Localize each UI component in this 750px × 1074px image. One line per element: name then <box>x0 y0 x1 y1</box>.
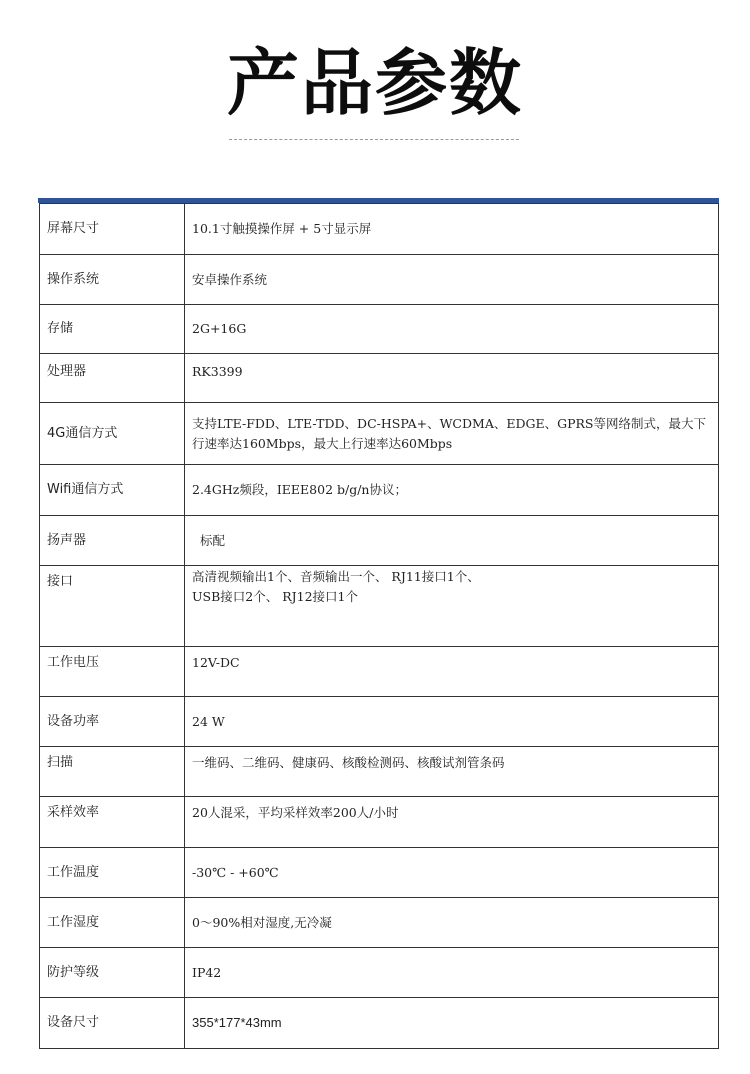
spec-label: 接口 <box>40 566 185 647</box>
table-row <box>40 948 719 998</box>
spec-label: 扫描 <box>40 747 185 797</box>
spec-value: 20人混采，平均采样效率200人/小时 <box>185 797 719 848</box>
spec-value: 355*177*43mm <box>185 998 719 1049</box>
spec-value: 2G+16G <box>185 305 719 354</box>
table-row <box>40 354 719 403</box>
spec-value: 24 W <box>185 697 719 747</box>
spec-label: 操作系统 <box>40 255 185 305</box>
table-row <box>40 403 719 465</box>
spec-label: 工作湿度 <box>40 898 185 948</box>
table-row <box>40 204 719 255</box>
table-row <box>40 516 719 566</box>
table-row <box>40 465 719 516</box>
spec-label: 4G通信方式 <box>40 403 185 465</box>
spec-value: RK3399 <box>185 354 719 403</box>
page-title: 产品参数 <box>226 41 523 125</box>
table-row <box>40 848 719 898</box>
table-row <box>40 305 719 354</box>
spec-value: 一维码、二维码、健康码、核酸检测码、核酸试剂管条码 <box>185 747 719 797</box>
table-row <box>40 747 719 797</box>
spec-value: 0～90%相对湿度,无冷凝 <box>185 898 719 948</box>
spec-value: -30℃ - +60℃ <box>185 848 719 898</box>
spec-label: Wifi通信方式 <box>40 465 185 516</box>
spec-value: 12V-DC <box>185 647 719 697</box>
spec-label: 采样效率 <box>40 797 185 848</box>
spec-label: 屏幕尺寸 <box>40 204 185 255</box>
spec-value: IP42 <box>185 948 719 998</box>
table-row <box>40 797 719 848</box>
spec-label: 处理器 <box>40 354 185 403</box>
table-row <box>40 255 719 305</box>
spec-value <box>185 566 719 647</box>
spec-label: 设备尺寸 <box>40 998 185 1049</box>
spec-value-line: USB接口2个、 RJ12接口1个 <box>192 589 358 604</box>
spec-table <box>39 203 719 1049</box>
table-row <box>40 998 719 1049</box>
table-row <box>40 898 719 948</box>
spec-label: 扬声器 <box>40 516 185 566</box>
table-row <box>40 647 719 697</box>
spec-value: 标配 <box>185 516 719 566</box>
spec-label: 设备功率 <box>40 697 185 747</box>
spec-value: 2.4GHz频段，IEEE802 b/g/n协议； <box>185 465 719 516</box>
spec-label: 存储 <box>40 305 185 354</box>
table-row <box>40 697 719 747</box>
spec-label: 工作电压 <box>40 647 185 697</box>
spec-value: 安卓操作系统 <box>185 255 719 305</box>
spec-label: 防护等级 <box>40 948 185 998</box>
table-row <box>40 566 719 647</box>
spec-value: 支持LTE-FDD、LTE-TDD、DC-HSPA+、WCDMA、EDGE、GPRS等网络制式，最大下行速率达160Mbps，最大上行速率达60Mbps <box>185 403 719 465</box>
spec-value-line: 高清视频输出1个、音频输出一个、 RJ11接口1个、 <box>192 569 480 584</box>
title-divider <box>229 139 519 140</box>
spec-value: 10.1寸触摸操作屏 + 5寸显示屏 <box>185 204 719 255</box>
spec-label: 工作温度 <box>40 848 185 898</box>
